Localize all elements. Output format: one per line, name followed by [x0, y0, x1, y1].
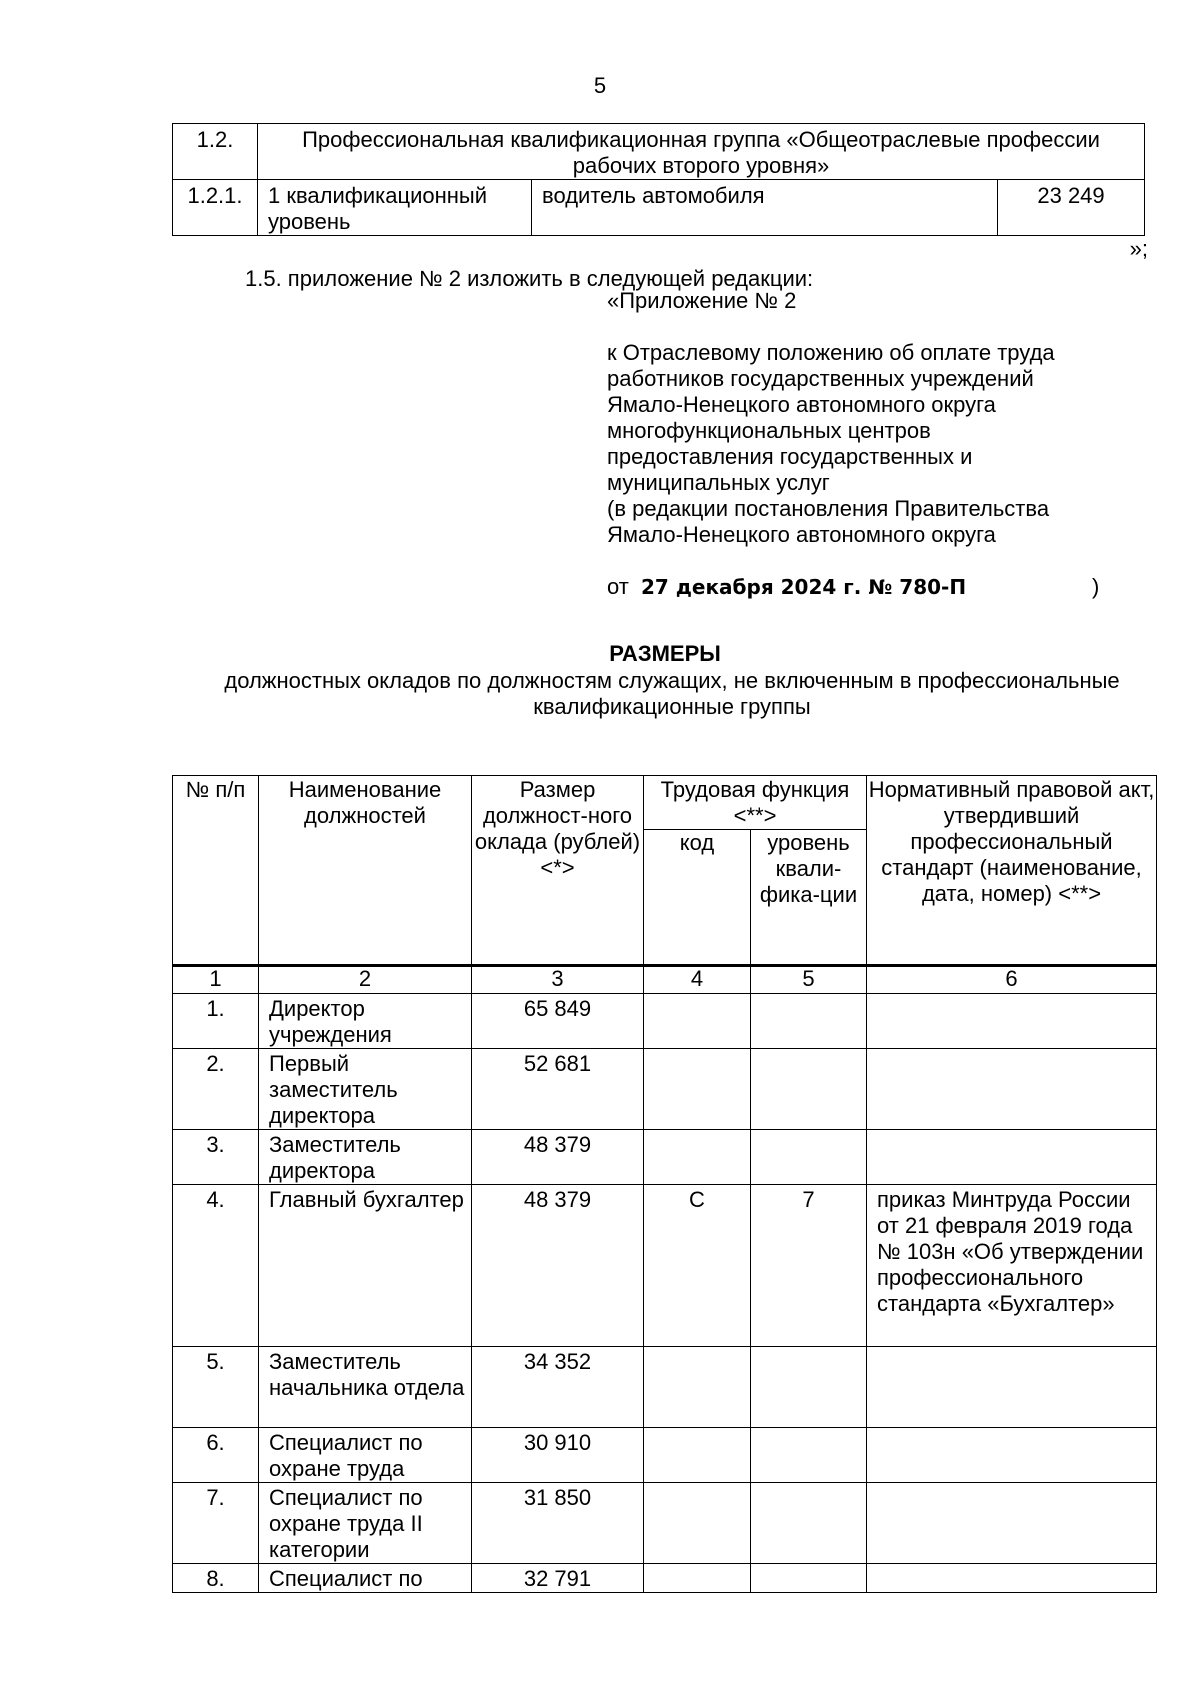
row-name: Специалист по охране труда: [259, 1428, 472, 1483]
row-normative: [867, 994, 1157, 1049]
row-normative: [867, 1049, 1157, 1130]
header-normative: Нормативный правовой акт, утвердивший профессиональный стандарт (наименование, дата, номер) <**>: [867, 776, 1157, 966]
column-number: 6: [867, 966, 1157, 994]
appendix-block: [607, 288, 1167, 600]
header-function: Трудовая функция <**>: [644, 776, 867, 830]
row-num: 3.: [173, 1130, 259, 1185]
table-row: [173, 1130, 1157, 1185]
row-salary: 48 379: [472, 1185, 644, 1347]
header-code: код: [644, 830, 751, 966]
row-normative: [867, 1347, 1157, 1428]
position-salary: 23 249: [998, 180, 1145, 236]
row-level: [751, 1483, 867, 1564]
row-code: [644, 1428, 751, 1483]
row-name: Специалист по: [259, 1564, 472, 1593]
row-salary: 32 791: [472, 1564, 644, 1593]
column-number: 4: [644, 966, 751, 994]
header-row: [173, 776, 1157, 830]
table-row: [173, 1428, 1157, 1483]
group-number: 1.2.: [173, 124, 258, 180]
appendix-line: Ямало-Ненецкого автономного округа: [607, 392, 996, 417]
appendix-line: муниципальных услуг: [607, 470, 830, 495]
position-name: водитель автомобиля: [532, 180, 998, 236]
row-name: Главный бухгалтер: [259, 1185, 472, 1347]
row-num: 8.: [173, 1564, 259, 1593]
table-row: [173, 994, 1157, 1049]
row-normative: [867, 1428, 1157, 1483]
item-1-5: 1.5. приложение № 2 изложить в следующей редакции:: [245, 266, 814, 291]
row-name: Первый заместитель директора: [259, 1049, 472, 1130]
top-table: [172, 123, 1145, 236]
table-row: [173, 1049, 1157, 1130]
appendix-line: «Приложение № 2: [607, 288, 797, 313]
group-row: [173, 124, 1145, 180]
appendix-line: работников государственных учреждений: [607, 366, 1034, 391]
row-salary: 34 352: [472, 1347, 644, 1428]
column-number: 1: [173, 966, 259, 994]
row-num: 4.: [173, 1185, 259, 1347]
row-normative: [867, 1564, 1157, 1593]
closing-quote: »;: [1129, 236, 1148, 261]
document-subtitle: должностных окладов по должностям служащих, не включенным в профессиональные квалификационные группы: [224, 668, 1120, 719]
row-code: [644, 994, 751, 1049]
date-value: 27 декабря 2024 г. № 780-П: [640, 575, 967, 599]
header-name: Наименование должностей: [259, 776, 472, 966]
column-numbers-row: [173, 966, 1157, 994]
row-name: Заместитель начальника отдела: [259, 1347, 472, 1428]
appendix-line: предоставления государственных и: [607, 444, 973, 469]
row-name: Директор учреждения: [259, 994, 472, 1049]
row-level: [751, 994, 867, 1049]
appendix-line: [607, 314, 1167, 340]
row-code: [644, 1049, 751, 1130]
salary-table: [172, 775, 1157, 1593]
row-code: С: [644, 1185, 751, 1347]
page-number: 5: [593, 73, 607, 98]
column-number: 5: [751, 966, 867, 994]
row-code: [644, 1564, 751, 1593]
column-number: 2: [259, 966, 472, 994]
header-num: № п/п: [173, 776, 259, 966]
date-suffix: ): [1092, 574, 1100, 599]
row-salary: 52 681: [472, 1049, 644, 1130]
appendix-date-line: [607, 574, 1167, 600]
appendix-line: многофункциональных центров: [607, 418, 931, 443]
table-row: [173, 1185, 1157, 1347]
date-prefix: от: [607, 574, 629, 599]
row-code: [644, 1483, 751, 1564]
row-name: Заместитель директора: [259, 1130, 472, 1185]
row-salary: 48 379: [472, 1130, 644, 1185]
row-normative: [867, 1130, 1157, 1185]
row-level: [751, 1564, 867, 1593]
appendix-line: (в редакции постановления Правительства: [607, 496, 1050, 521]
document-heading: РАЗМЕРЫ: [609, 641, 721, 666]
column-number: 3: [472, 966, 644, 994]
level-number: 1.2.1.: [173, 180, 258, 236]
level-row: [173, 180, 1145, 236]
row-normative: приказ Минтруда России от 21 февраля 2019 года № 103н «Об утверждении профессионального стандарта «Бухгалтер»: [867, 1185, 1157, 1347]
row-level: [751, 1347, 867, 1428]
row-num: 5.: [173, 1347, 259, 1428]
table-row: [173, 1564, 1157, 1593]
row-num: 6.: [173, 1428, 259, 1483]
table-row: [173, 1483, 1157, 1564]
row-level: 7: [751, 1185, 867, 1347]
row-salary: 31 850: [472, 1483, 644, 1564]
header-salary: Размер должност-ного оклада (рублей) <*>: [472, 776, 644, 966]
appendix-line: [607, 548, 1167, 574]
row-normative: [867, 1483, 1157, 1564]
row-level: [751, 1049, 867, 1130]
group-title: Профессиональная квалификационная группа «Общеотраслевые профессии рабочих второго уровня»: [258, 124, 1145, 180]
row-code: [644, 1130, 751, 1185]
appendix-line: к Отраслевому положению об оплате труда: [607, 340, 1055, 365]
row-salary: 30 910: [472, 1428, 644, 1483]
row-salary: 65 849: [472, 994, 644, 1049]
appendix-line: Ямало-Ненецкого автономного округа: [607, 522, 996, 547]
level-name: 1 квалификационный уровень: [258, 180, 532, 236]
row-num: 7.: [173, 1483, 259, 1564]
row-num: 1.: [173, 994, 259, 1049]
row-name: Специалист по охране труда II категории: [259, 1483, 472, 1564]
row-code: [644, 1347, 751, 1428]
row-num: 2.: [173, 1049, 259, 1130]
row-level: [751, 1428, 867, 1483]
table-row: [173, 1347, 1157, 1428]
header-level: уровень квали-фика-ции: [751, 830, 867, 966]
row-level: [751, 1130, 867, 1185]
